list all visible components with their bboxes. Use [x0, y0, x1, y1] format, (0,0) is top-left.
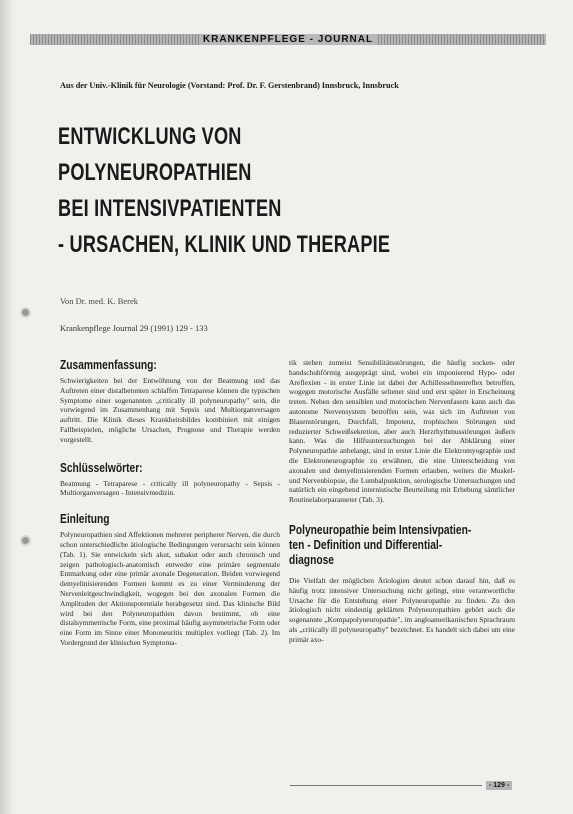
summary-text: Schwierigkeiten bei der Entwöhnung von der Beatmung und das Auftreten einer distalbetonten schlaffen Tetraparese können die typischen Symptome einer sogenannten „critically ill polyneuropathy" sein, die vorwiegend im Zusammenhang mit Sepsis und Multiorganversagen auftritt. Die Klinik dieses Krankheitsbildes kombiniert mit einigen Fallbeispielen, mögliche Ursachen, Prognose und Therapie werden vorgestellt. — [60, 376, 280, 444]
title-line: ENTWICKLUNG VON — [58, 123, 242, 150]
punch-hole — [22, 537, 29, 544]
left-column — [60, 358, 280, 648]
title-line: BEI INTENSIVPATIENTEN — [58, 195, 282, 222]
title-line: - URSACHEN, KLINIK UND THERAPIE — [58, 231, 391, 258]
punch-hole — [22, 309, 29, 316]
page-number: - 129 - — [486, 781, 512, 790]
scan-edge-shadow — [0, 0, 14, 814]
article-title — [58, 119, 517, 263]
definition-heading-line: diagnose — [289, 552, 334, 567]
affiliation: Aus der Univ.-Klinik für Neurologie (Vorstand: Prof. Dr. F. Gerstenbrand) Innsbruck, Innsbruck — [60, 81, 399, 90]
keywords-text: Beatmung - Tetraparese - critically ill polyneuropathy - Sepsis - Multiorganversagen - Intensivmedizin. — [60, 478, 280, 498]
intro-text: Polyneuropathien sind Affektionen mehrerer peripherer Nerven, die durch schon unterschiedliche ätiologische Bedingungen verursacht sein können (Tab. 1). Sie entwickeln sich akut, subakut oder auch chronisch und zeigen pathologisch-anatomisch entweder eine primäre segmentale Entmarkung oder eine primär axonale Degeneration. Beiden vorwiegend demyelinisierenden Formen kommt es zu einer Verminderung der Nervenleitgeschwindigkeit, wogegen bei den axonalen Formen die Amplituden der Aktionspotentiale herabgesetzt sind. Das klinische Bild wird bei den Polyneuropathien davon bestimmt, ob eine distalsymmetrische Form, eine proximal häufig asymmetrische Form oder eine Form im Sinne einer Mononeuritis multiplex vorliegt (Tab. 2). Im Vordergrund der klinischen Symptoma- — [60, 530, 280, 647]
journal-header-bar — [30, 34, 546, 45]
continued-text: tik stehen zumeist Sensibilitätsstörungen, die häufig socken- oder handschuhförmig ausgeprägt sind, wobei ein imponierend Hypo- oder Areflexien - in erster Linie ist dabei der Achillessehnenreflex betroffen, wogegen motorische Ausfälle seltener sind und erst später in Erscheinung treten. Neben den sensiblen und motorischen Nervenfasern kann auch das autonome Nervensystem betroffen sein, was sich im Auftreten von Blasenstörungen, Durchfall, Impotenz, trophischen Störungen und reduzierter Schweißsekretion, aber auch Herzrhythmusstörungen äußern kann. Was die Hilfsuntersuchungen bei der Abklärung einer Polyneuropathie anbelangt, sind in erster Linie die Elektromyographie und die Elektroneurographie zu erwähnen, die eine Unterscheidung von axonalen und demyelinisierenden Formen erlauben, weiters die Muskel- und Nervenbiopsie, die Lumbalpunktion, serologische Untersuchungen und natürlich ein eingehend internistische Beurteilung mit Erhebung sämtlicher Routinelaborparameter (Tab. 3). — [289, 358, 515, 505]
definition-heading-line: ten - Definition und Differential- — [289, 537, 443, 552]
intro-heading: Einleitung — [60, 512, 110, 527]
right-column — [289, 358, 515, 645]
footer-rule — [290, 785, 482, 786]
title-line: POLYNEUROPATHIEN — [58, 159, 252, 186]
definition-heading-line: Polyneuropathie beim Intensivpatien- — [289, 522, 472, 537]
definition-text: Die Vielfalt der möglichen Ätiologien deutet schon darauf hin, daß es häufig trotz intensiver Untersuchung nicht gelingt, eine verantwortliche Ursache für die Entstehung einer Polyneuropathie zu finden. Zu den ätiologisch nicht eindeutig geklärten Polyneuropathien gehört auch die sogenannte „Kompapolyneuropathie", im angloamerikanischen Sprachraum als „critically ill polyneuropathy" bezeichnet. Es handelt sich dabei um eine primär axo- — [289, 575, 515, 644]
summary-heading: Zusammenfassung: — [60, 358, 157, 372]
citation: Krankenpflege Journal 29 (1991) 129 - 133 — [60, 323, 208, 333]
author: Von Dr. med. K. Berek — [60, 296, 138, 306]
keywords-heading: Schlüsselwörter: — [60, 460, 143, 475]
journal-header: KRANKENPFLEGE - JOURNAL — [199, 34, 377, 45]
definition-heading — [289, 523, 510, 568]
